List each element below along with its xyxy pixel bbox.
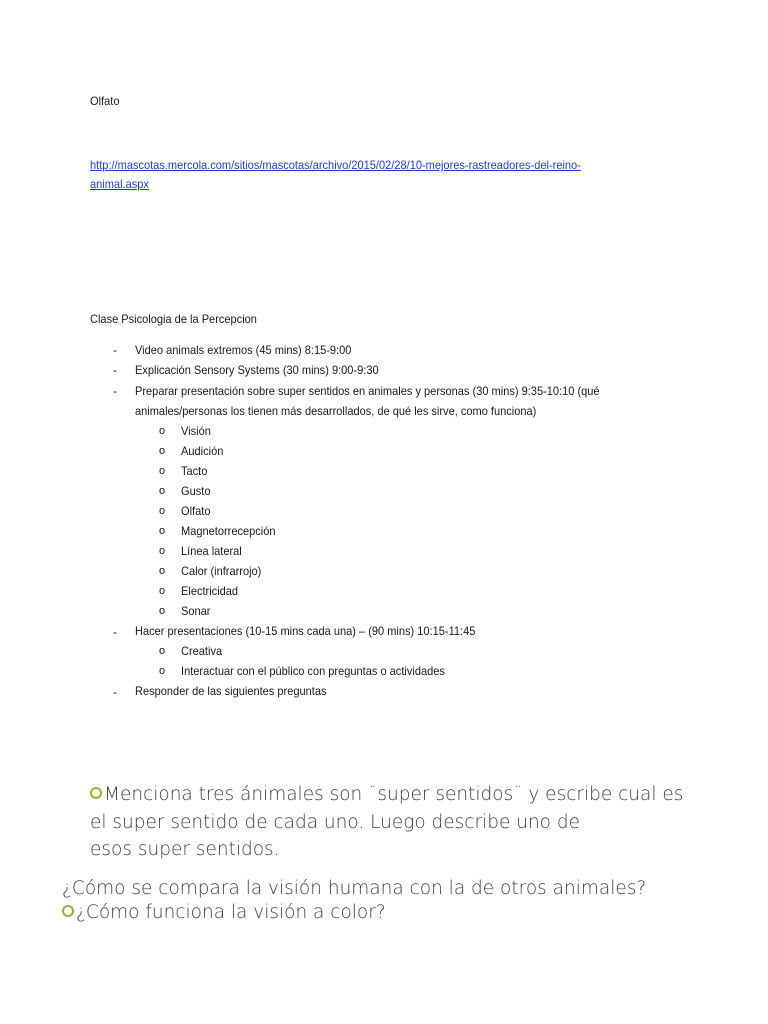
agenda-item-responder: Responder de las siguientes preguntas bbox=[135, 684, 327, 698]
dash-marker: - bbox=[113, 343, 117, 357]
circle-marker: o bbox=[159, 445, 166, 457]
circle-marker: o bbox=[159, 665, 166, 677]
sense-item: Gusto bbox=[181, 484, 211, 498]
circle-marker: o bbox=[159, 565, 166, 577]
question-2: ¿Cómo se compara la visión humana con la de otros animales? bbox=[62, 878, 647, 899]
class-title: Clase Psicologia de la Percepcion bbox=[90, 312, 257, 326]
link-line-1[interactable]: http://mascotas.mercola.com/sitios/mascotas/archivo/2015/02/28/10-mejores-rastreadores-del-reino- bbox=[90, 158, 581, 172]
agenda-item-video: Video animals extremos (45 mins) 8:15-9:00 bbox=[135, 343, 352, 357]
sense-item: Sonar bbox=[181, 604, 211, 618]
question-3-text: ¿Cómo funciona la visión a color? bbox=[76, 902, 386, 923]
question-3 bbox=[62, 902, 386, 923]
sense-item: Calor (infrarrojo) bbox=[181, 564, 262, 578]
agenda-item-explicacion: Explicación Sensory Systems (30 mins) 9:00-9:30 bbox=[135, 363, 379, 377]
circle-marker: o bbox=[159, 645, 166, 657]
link-line-2[interactable]: animal.aspx bbox=[90, 177, 149, 191]
dash-marker: - bbox=[113, 384, 117, 398]
circle-marker: o bbox=[159, 465, 166, 477]
circle-marker: o bbox=[159, 585, 166, 597]
agenda-item-preparar-line2: animales/personas los tienen más desarrollados, de qué les sirve, como funciona) bbox=[135, 404, 537, 418]
sense-item: Visión bbox=[181, 424, 211, 438]
question-1-line-2: el super sentido de cada uno. Luego describe uno de bbox=[90, 812, 580, 833]
agenda-item-preparar-line1: Preparar presentación sobre super sentidos en animales y personas (30 mins) 9:35-10:10 (qué bbox=[135, 384, 600, 398]
question-1-line-1 bbox=[90, 784, 683, 805]
presentation-item: Creativa bbox=[181, 644, 223, 658]
question-1-line-3: esos super sentidos. bbox=[90, 839, 280, 860]
circle-marker: o bbox=[159, 425, 166, 437]
sense-item: Electricidad bbox=[181, 584, 239, 598]
circle-marker: o bbox=[159, 485, 166, 497]
circle-marker: o bbox=[159, 545, 166, 557]
sense-item: Línea lateral bbox=[181, 544, 242, 558]
sense-item: Audición bbox=[181, 444, 224, 458]
presentation-item: Interactuar con el público con preguntas o actividades bbox=[181, 664, 445, 678]
circle-marker: o bbox=[159, 525, 166, 537]
sense-item: Magnetorrecepción bbox=[181, 524, 276, 538]
agenda-item-hacer: Hacer presentaciones (10-15 mins cada una) – (90 mins) 10:15-11:45 bbox=[135, 624, 476, 638]
dash-marker: - bbox=[113, 363, 117, 377]
dash-marker: - bbox=[113, 685, 117, 699]
mercola-link[interactable] bbox=[90, 158, 624, 191]
circle-marker: o bbox=[159, 505, 166, 517]
green-circle-bullet-icon bbox=[90, 787, 102, 799]
circle-marker: o bbox=[159, 605, 166, 617]
sense-item: Tacto bbox=[181, 464, 208, 478]
dash-marker: - bbox=[113, 625, 117, 639]
heading-olfato: Olfato bbox=[90, 94, 120, 108]
sense-item: Olfato bbox=[181, 504, 211, 518]
green-circle-bullet-icon bbox=[62, 905, 74, 917]
question-1-text-1: Menciona tres ánimales son ¨super sentidos¨ y escribe cual es bbox=[104, 784, 684, 805]
